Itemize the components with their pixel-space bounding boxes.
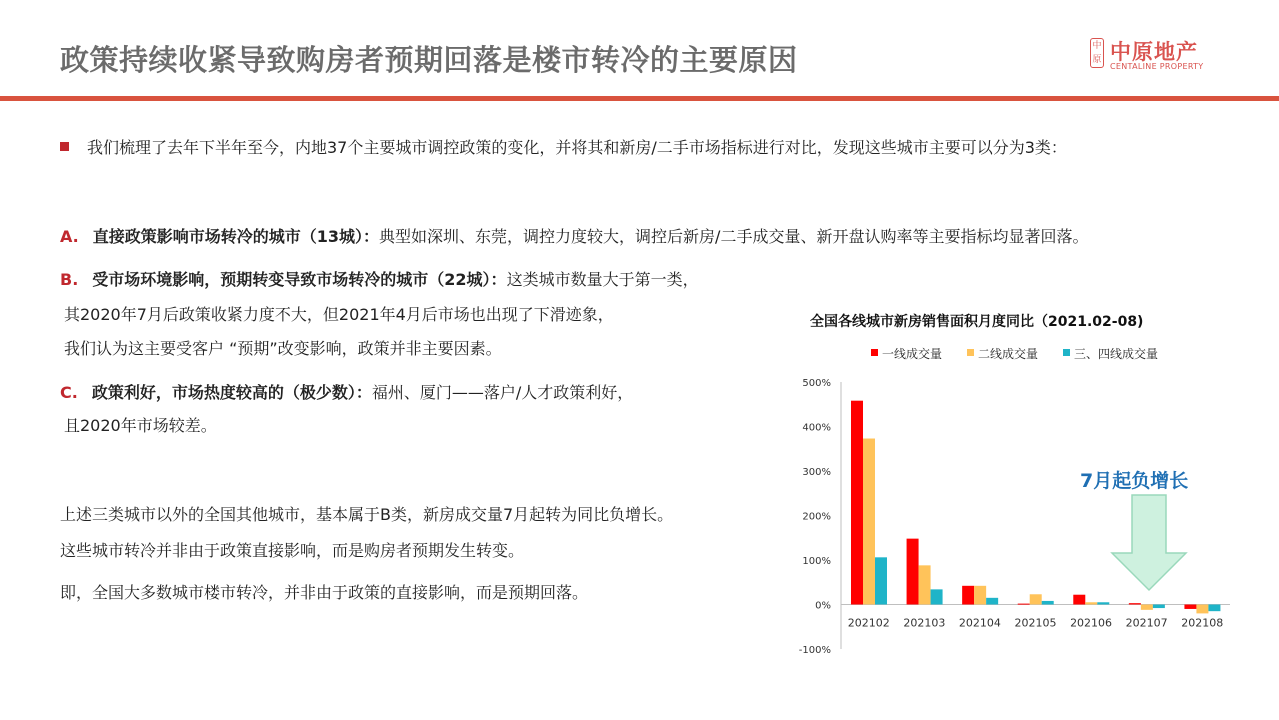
bar-1-202104 (962, 586, 974, 605)
x-tick-label: 202107 (1125, 616, 1168, 630)
logo-english-name: CENTALINE PROPERTY (1110, 62, 1204, 71)
bar-2-202103 (919, 565, 931, 604)
category-b-tag: B. (60, 270, 79, 289)
bar-2-202105 (1030, 594, 1042, 604)
bar-3-202103 (931, 589, 943, 604)
x-tick-label: 202106 (1070, 616, 1113, 630)
legend-label-1: 一线成交量 (882, 347, 943, 361)
y-tick-label: 300% (802, 467, 831, 478)
logo-chinese-name: 中原地产 (1110, 40, 1198, 64)
bar-1-202107 (1129, 603, 1141, 604)
x-tick-label: 202103 (903, 616, 946, 630)
bar-3-202105 (1042, 601, 1054, 605)
summary-line-3: 即，全国大多数城市楼市转冷，并非由于政策的直接影响，而是预期回落。 (60, 583, 589, 602)
bar-1-202103 (907, 539, 919, 605)
bar-2-202108 (1196, 605, 1208, 614)
bar-1-202105 (1018, 604, 1030, 605)
category-a-heading: 直接政策影响市场转冷的城市（13城）： (92, 227, 380, 246)
bar-3-202106 (1097, 602, 1109, 604)
legend-swatch-3 (1063, 349, 1070, 356)
bar-3-202104 (986, 598, 998, 605)
chart-title: 全国各线城市新房销售面积月度同比（2021.02-08) (810, 314, 1144, 330)
x-tick-label: 202102 (847, 616, 890, 630)
callout-text: 7月起负增长 (1080, 470, 1189, 492)
summary-line-1: 上述三类城市以外的全国其他城市，基本属于B类，新房成交量7月起转为同比负增长。 (60, 505, 674, 524)
logo-seal-icon: 中原 (1090, 38, 1104, 68)
bar-1-202108 (1184, 605, 1196, 609)
category-b-text-2: 其2020年7月后政策收紧力度不大，但2021年4月后市场也出现了下滑迹象， (64, 305, 614, 324)
down-arrow-icon (1112, 495, 1186, 590)
bar-3-202107 (1153, 605, 1165, 609)
legend-label-3: 三、四线成交量 (1074, 347, 1159, 361)
summary-line-2: 这些城市转冷并非由于政策直接影响，而是购房者预期发生转变。 (60, 541, 525, 560)
y-tick-label: 100% (802, 556, 831, 567)
y-tick-label: 200% (802, 511, 831, 523)
category-a-text: 典型如深圳、东莞，调控力度较大，调控后新房/二手成交量、新开盘认购率等主要指标均显著回落。 (379, 227, 1089, 246)
bar-2-202102 (863, 439, 875, 605)
y-tick-label: 0% (815, 600, 831, 612)
bar-2-202106 (1085, 602, 1097, 604)
y-tick-label: -100% (798, 645, 831, 656)
category-b-text-1: 这类城市数量大于第一类， (506, 270, 699, 289)
category-b-text-3: 我们认为这主要受客户 “预期”改变影响，政策并非主要因素。 (64, 339, 502, 358)
page-title: 政策持续收紧导致购房者预期回落是楼市转冷的主要原因 (60, 43, 798, 77)
category-c-text-1: 福州、厦门——落户/人才政策利好， (371, 383, 634, 402)
legend-swatch-1 (871, 349, 878, 356)
legend-swatch-2 (967, 349, 974, 356)
intro-text: 我们梳理了去年下半年至今，内地37个主要城市调控政策的变化，并将其和新房/二手市场指标进行对比，发现这些城市主要可以分为3类： (87, 138, 1067, 157)
category-b-heading: 受市场环境影响，预期转变导致市场转冷的城市（22城）： (92, 270, 507, 289)
y-tick-label: 400% (802, 422, 831, 434)
bar-3-202102 (875, 557, 887, 604)
bar-2-202104 (974, 586, 986, 605)
category-c-tag: C. (60, 383, 78, 402)
y-tick-label: 500% (802, 378, 831, 389)
x-tick-label: 202105 (1014, 616, 1057, 630)
bar-3-202108 (1208, 605, 1220, 612)
bar-2-202107 (1141, 605, 1153, 610)
x-tick-label: 202108 (1181, 616, 1224, 630)
bar-1-202106 (1073, 595, 1085, 605)
bar-1-202102 (851, 401, 863, 605)
legend-label-2: 二线成交量 (978, 347, 1039, 361)
down-arrow-shape (1112, 495, 1186, 590)
category-a-tag: A. (60, 227, 79, 246)
category-c-heading: 政策利好，市场热度较高的（极少数）： (91, 383, 372, 402)
x-tick-label: 202104 (958, 616, 1001, 630)
category-c-text-2: 且2020年市场较差。 (64, 416, 217, 435)
